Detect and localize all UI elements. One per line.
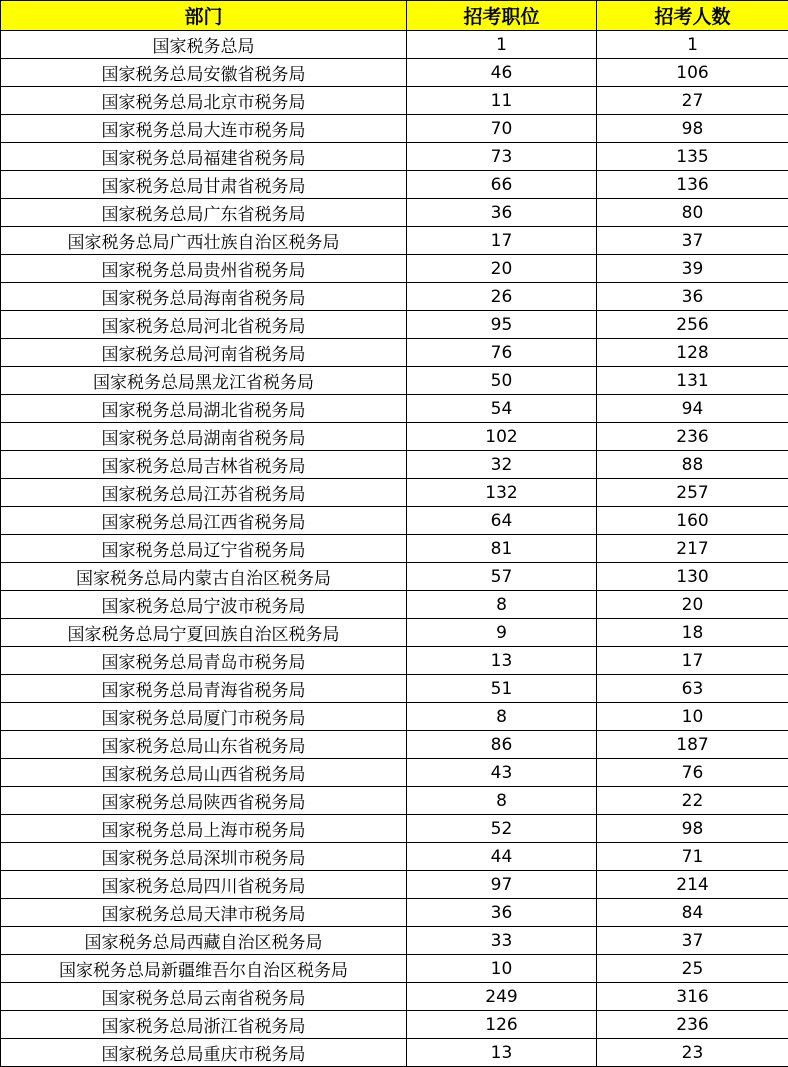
table-row — [1, 563, 788, 591]
positions-cell: 11 — [407, 87, 597, 115]
table-row — [1, 787, 788, 815]
recruits-cell: 17 — [597, 647, 788, 675]
department-cell: 国家税务总局甘肃省税务局 — [1, 171, 407, 199]
recruits-cell: 25 — [597, 955, 788, 983]
department-cell: 国家税务总局青岛市税务局 — [1, 647, 407, 675]
recruits-cell: 1 — [597, 31, 788, 59]
department-cell: 国家税务总局浙江省税务局 — [1, 1011, 407, 1039]
department-cell: 国家税务总局上海市税务局 — [1, 815, 407, 843]
department-cell: 国家税务总局海南省税务局 — [1, 283, 407, 311]
recruits-cell: 128 — [597, 339, 788, 367]
header-department: 部门 — [1, 1, 407, 31]
recruits-cell: 257 — [597, 479, 788, 507]
department-cell: 国家税务总局重庆市税务局 — [1, 1039, 407, 1067]
recruits-cell: 10 — [597, 703, 788, 731]
positions-cell: 57 — [407, 563, 597, 591]
recruits-cell: 22 — [597, 787, 788, 815]
recruits-cell: 98 — [597, 815, 788, 843]
recruits-cell: 217 — [597, 535, 788, 563]
department-cell: 国家税务总局深圳市税务局 — [1, 843, 407, 871]
positions-cell: 32 — [407, 451, 597, 479]
recruits-cell: 106 — [597, 59, 788, 87]
recruits-cell: 37 — [597, 927, 788, 955]
positions-cell: 95 — [407, 311, 597, 339]
table-row — [1, 283, 788, 311]
table-row — [1, 1039, 788, 1067]
recruits-cell: 94 — [597, 395, 788, 423]
table-row — [1, 423, 788, 451]
recruits-cell: 88 — [597, 451, 788, 479]
recruits-cell: 160 — [597, 507, 788, 535]
positions-cell: 43 — [407, 759, 597, 787]
recruits-cell: 36 — [597, 283, 788, 311]
recruits-cell: 27 — [597, 87, 788, 115]
positions-cell: 26 — [407, 283, 597, 311]
department-cell: 国家税务总局湖北省税务局 — [1, 395, 407, 423]
recruits-cell: 80 — [597, 199, 788, 227]
department-cell: 国家税务总局厦门市税务局 — [1, 703, 407, 731]
table-header — [1, 1, 788, 31]
recruits-cell: 136 — [597, 171, 788, 199]
table-row — [1, 59, 788, 87]
header-row — [1, 1, 788, 31]
recruits-cell: 187 — [597, 731, 788, 759]
positions-cell: 51 — [407, 675, 597, 703]
recruits-cell: 316 — [597, 983, 788, 1011]
department-cell: 国家税务总局安徽省税务局 — [1, 59, 407, 87]
positions-cell: 44 — [407, 843, 597, 871]
department-cell: 国家税务总局陕西省税务局 — [1, 787, 407, 815]
recruits-cell: 236 — [597, 423, 788, 451]
positions-cell: 86 — [407, 731, 597, 759]
recruits-cell: 214 — [597, 871, 788, 899]
department-cell: 国家税务总局江西省税务局 — [1, 507, 407, 535]
positions-cell: 102 — [407, 423, 597, 451]
department-cell: 国家税务总局内蒙古自治区税务局 — [1, 563, 407, 591]
table-row — [1, 843, 788, 871]
department-cell: 国家税务总局宁夏回族自治区税务局 — [1, 619, 407, 647]
positions-cell: 81 — [407, 535, 597, 563]
table-row — [1, 507, 788, 535]
department-cell: 国家税务总局黑龙江省税务局 — [1, 367, 407, 395]
table-row — [1, 143, 788, 171]
department-cell: 国家税务总局云南省税务局 — [1, 983, 407, 1011]
table-row — [1, 983, 788, 1011]
recruits-cell: 98 — [597, 115, 788, 143]
positions-cell: 13 — [407, 647, 597, 675]
table-row — [1, 1011, 788, 1039]
table-row — [1, 451, 788, 479]
positions-cell: 46 — [407, 59, 597, 87]
table-row — [1, 535, 788, 563]
positions-cell: 20 — [407, 255, 597, 283]
table-body — [1, 31, 788, 1067]
recruits-cell: 37 — [597, 227, 788, 255]
department-cell: 国家税务总局 — [1, 31, 407, 59]
positions-cell: 70 — [407, 115, 597, 143]
recruits-cell: 256 — [597, 311, 788, 339]
department-cell: 国家税务总局青海省税务局 — [1, 675, 407, 703]
recruits-cell: 236 — [597, 1011, 788, 1039]
department-cell: 国家税务总局四川省税务局 — [1, 871, 407, 899]
recruits-cell: 39 — [597, 255, 788, 283]
table-row — [1, 871, 788, 899]
table-row — [1, 619, 788, 647]
positions-cell: 36 — [407, 899, 597, 927]
department-cell: 国家税务总局江苏省税务局 — [1, 479, 407, 507]
recruits-cell: 18 — [597, 619, 788, 647]
recruits-cell: 63 — [597, 675, 788, 703]
positions-cell: 10 — [407, 955, 597, 983]
header-positions: 招考职位 — [407, 1, 597, 31]
positions-cell: 76 — [407, 339, 597, 367]
table-row — [1, 395, 788, 423]
department-cell: 国家税务总局湖南省税务局 — [1, 423, 407, 451]
recruits-cell: 20 — [597, 591, 788, 619]
positions-cell: 1 — [407, 31, 597, 59]
table-row — [1, 171, 788, 199]
positions-cell: 249 — [407, 983, 597, 1011]
table-row — [1, 731, 788, 759]
positions-cell: 97 — [407, 871, 597, 899]
department-cell: 国家税务总局宁波市税务局 — [1, 591, 407, 619]
recruits-cell: 131 — [597, 367, 788, 395]
table-row — [1, 227, 788, 255]
table-row — [1, 367, 788, 395]
recruits-cell: 71 — [597, 843, 788, 871]
positions-cell: 13 — [407, 1039, 597, 1067]
table-row — [1, 31, 788, 59]
positions-cell: 8 — [407, 787, 597, 815]
recruits-cell: 130 — [597, 563, 788, 591]
department-cell: 国家税务总局山西省税务局 — [1, 759, 407, 787]
positions-cell: 132 — [407, 479, 597, 507]
table-row — [1, 115, 788, 143]
department-cell: 国家税务总局河北省税务局 — [1, 311, 407, 339]
table-row — [1, 199, 788, 227]
positions-cell: 66 — [407, 171, 597, 199]
table-row — [1, 703, 788, 731]
positions-cell: 9 — [407, 619, 597, 647]
header-recruits: 招考人数 — [597, 1, 788, 31]
department-cell: 国家税务总局广东省税务局 — [1, 199, 407, 227]
recruits-cell: 23 — [597, 1039, 788, 1067]
table-row — [1, 759, 788, 787]
department-cell: 国家税务总局河南省税务局 — [1, 339, 407, 367]
department-cell: 国家税务总局广西壮族自治区税务局 — [1, 227, 407, 255]
department-cell: 国家税务总局辽宁省税务局 — [1, 535, 407, 563]
positions-cell: 33 — [407, 927, 597, 955]
positions-cell: 36 — [407, 199, 597, 227]
table-row — [1, 87, 788, 115]
recruits-cell: 135 — [597, 143, 788, 171]
table-row — [1, 647, 788, 675]
department-cell: 国家税务总局北京市税务局 — [1, 87, 407, 115]
positions-cell: 64 — [407, 507, 597, 535]
table-row — [1, 311, 788, 339]
positions-cell: 73 — [407, 143, 597, 171]
table-row — [1, 255, 788, 283]
table-row — [1, 675, 788, 703]
positions-cell: 52 — [407, 815, 597, 843]
positions-cell: 17 — [407, 227, 597, 255]
department-cell: 国家税务总局西藏自治区税务局 — [1, 927, 407, 955]
table-row — [1, 339, 788, 367]
positions-cell: 8 — [407, 591, 597, 619]
department-cell: 国家税务总局吉林省税务局 — [1, 451, 407, 479]
department-cell: 国家税务总局大连市税务局 — [1, 115, 407, 143]
recruits-cell: 84 — [597, 899, 788, 927]
positions-cell: 54 — [407, 395, 597, 423]
department-cell: 国家税务总局山东省税务局 — [1, 731, 407, 759]
table-row — [1, 479, 788, 507]
department-cell: 国家税务总局新疆维吾尔自治区税务局 — [1, 955, 407, 983]
table-row — [1, 899, 788, 927]
department-cell: 国家税务总局贵州省税务局 — [1, 255, 407, 283]
table-row — [1, 927, 788, 955]
table-row — [1, 591, 788, 619]
department-cell: 国家税务总局福建省税务局 — [1, 143, 407, 171]
table-row — [1, 955, 788, 983]
department-cell: 国家税务总局天津市税务局 — [1, 899, 407, 927]
positions-cell: 8 — [407, 703, 597, 731]
positions-cell: 126 — [407, 1011, 597, 1039]
recruits-cell: 76 — [597, 759, 788, 787]
positions-cell: 50 — [407, 367, 597, 395]
table-row — [1, 815, 788, 843]
